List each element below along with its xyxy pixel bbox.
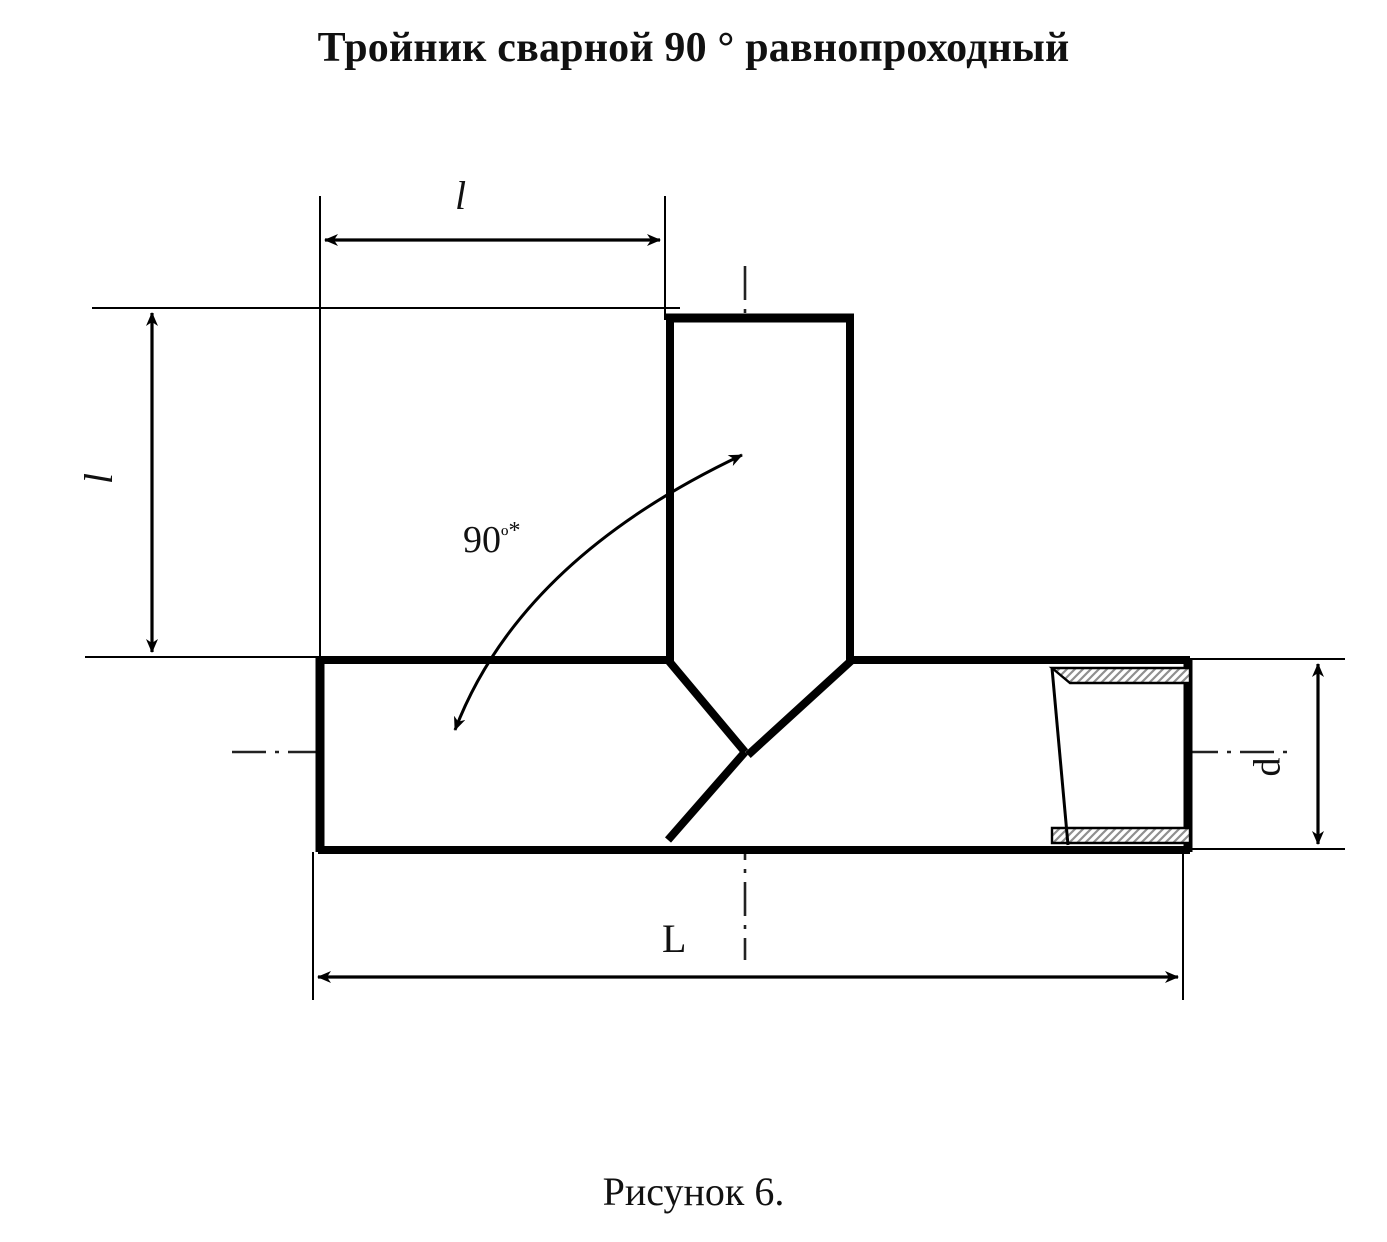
angle-footnote-marker: *	[508, 518, 521, 544]
angle-value: 90	[463, 519, 501, 561]
page-title: Тройник сварной 90 ° равнопроходный	[317, 25, 1070, 71]
figure-caption: Рисунок 6.	[602, 1169, 785, 1214]
dimension-label-total-length: L	[662, 916, 687, 961]
dimension-label-diameter: d	[1246, 757, 1289, 777]
dimension-label-branch-length: l	[455, 173, 467, 218]
angle-degree-symbol: º	[501, 524, 509, 550]
dimension-label-height: l	[76, 472, 122, 485]
